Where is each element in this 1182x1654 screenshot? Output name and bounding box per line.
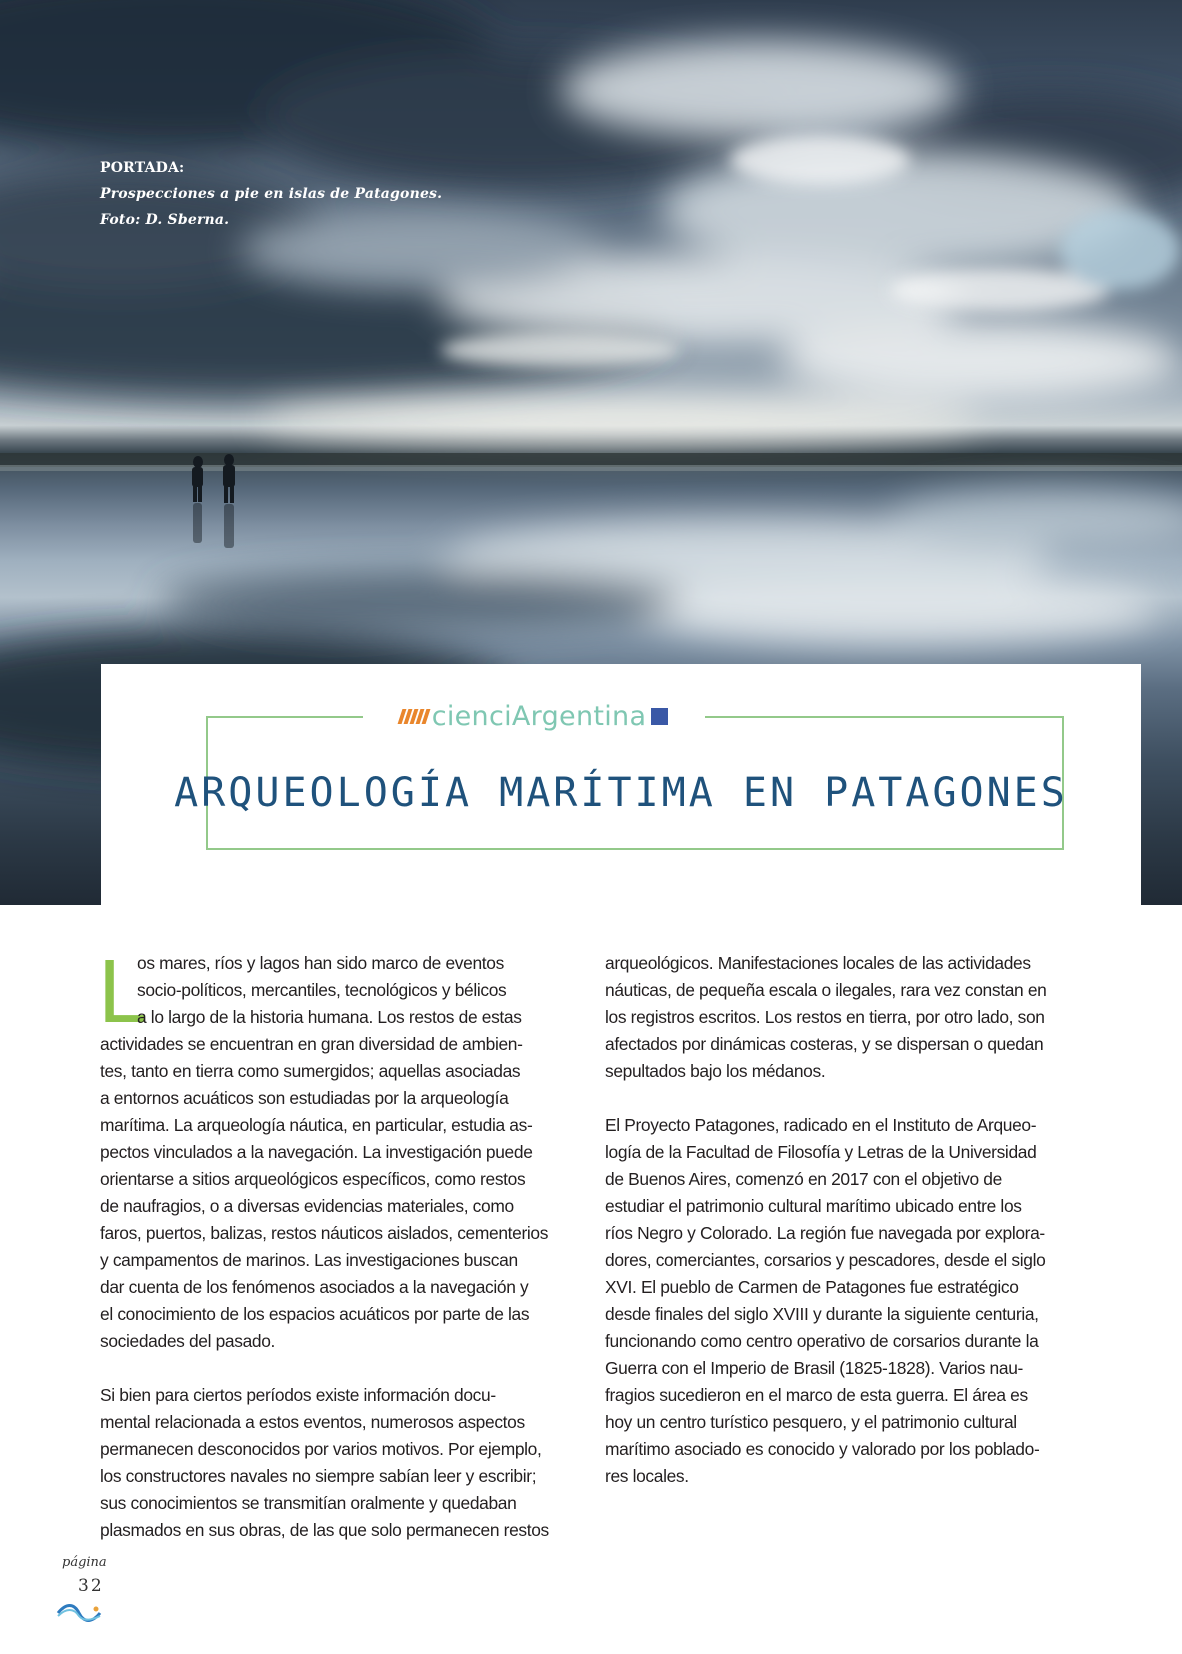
text-line: El Proyecto Patagones, radicado en el Instituto de Arqueo- [605,1115,1037,1135]
text-line: a lo largo de la historia humana. Los restos de estas [137,1007,522,1027]
page-number: 32 [78,1576,104,1596]
text-line: res locales. [605,1466,689,1486]
text-line: sus conocimientos se transmitían oralmente y quedaban [100,1493,517,1513]
text-line: marítimo asociado es conocido y valorado por los poblado- [605,1439,1040,1459]
section-brand [363,698,705,734]
text-line: orientarse a sitios arqueológicos específicos, como restos [100,1169,526,1189]
cover-caption [100,155,442,233]
text-line: marítima. La arqueología náutica, en particular, estudia as- [100,1115,533,1135]
text-line: el conocimiento de los espacios acuáticos por parte de las [100,1304,530,1324]
text-line: funcionando como centro operativo de corsarios durante la [605,1331,1039,1351]
page-label: página [62,1555,107,1570]
text-line: y campamentos de marinos. Las investigaciones buscan [100,1250,518,1270]
paragraph-gap [605,1085,1083,1112]
text-line: sociedades del pasado. [100,1331,276,1351]
left-column [100,950,578,1544]
caption-label: PORTADA: [100,160,185,176]
text-line: socio-políticos, mercantiles, tecnológicos y bélicos [137,980,507,1000]
text-line: os mares, ríos y lagos han sido marco de eventos [137,953,504,973]
article-title: ARQUEOLOGÍA MARÍTIMA EN PATAGONES [174,770,1068,816]
text-line: dores, comerciantes, corsarios y pescadores, desde el siglo [605,1250,1046,1270]
text-line: Si bien para ciertos períodos existe información docu- [100,1385,496,1405]
text-line: a entornos acuáticos son estudiadas por la arqueología [100,1088,509,1108]
text-line: arqueológicos. Manifestaciones locales de las actividades [605,953,1031,973]
text-line: plasmados en sus obras, de las que solo permanecen restos [100,1520,549,1540]
drop-cap: L [98,942,149,1042]
text-line: logía de la Facultad de Filosofía y Letras de la Universidad [605,1142,1037,1162]
text-line: de Buenos Aires, comenzó en 2017 con el objetivo de [605,1169,1002,1189]
caption-text: Prospecciones a pie en islas de Patagones. [100,186,443,202]
text-line: hoy un centro turístico pesquero, y el patrimonio cultural [605,1412,1017,1432]
square-icon [651,708,668,725]
stripes-icon [400,709,428,724]
text-line: Guerra con el Imperio de Brasil (1825-1828). Varios nau- [605,1358,1023,1378]
text-line: tes, tanto en tierra como sumergidos; aquellas asociadas [100,1061,521,1081]
text-line: actividades se encuentran en gran diversidad de ambien- [100,1034,523,1054]
text-line: fragios sucedieron en el marco de esta guerra. El área es [605,1385,1028,1405]
wave-logo-icon [56,1603,102,1623]
text-line: los registros escritos. Los restos en tierra, por otro lado, son [605,1007,1045,1027]
brand-name: cienciArgentina [431,700,647,732]
text-line: ríos Negro y Colorado. La región fue navegada por explora- [605,1223,1045,1243]
text-line: los constructores navales no siempre sabían leer y escribir; [100,1466,537,1486]
paragraph-gap [100,1355,578,1382]
text-line: mental relacionada a estos eventos, numerosos aspectos [100,1412,525,1432]
text-line: XVI. El pueblo de Carmen de Patagones fue estratégico [605,1277,1019,1297]
text-line: desde finales del siglo XVIII y durante la siguiente centuria, [605,1304,1039,1324]
right-column [605,950,1083,1490]
text-line: estudiar el patrimonio cultural marítimo ubicado entre los [605,1196,1022,1216]
text-line: permanecen desconocidos por varios motivos. Por ejemplo, [100,1439,542,1459]
text-line: dar cuenta de los fenómenos asociados a la navegación y [100,1277,529,1297]
title-card [101,664,1141,906]
caption-credit: Foto: D. Sberna. [100,212,230,228]
text-line: sepultados bajo los médanos. [605,1061,826,1081]
text-line: afectados por dinámicas costeras, y se dispersan o quedan [605,1034,1044,1054]
text-line: de naufragios, o a diversas evidencias materiales, como [100,1196,514,1216]
text-line: náuticas, de pequeña escala o ilegales, rara vez constan en [605,980,1047,1000]
text-line: pectos vinculados a la navegación. La investigación puede [100,1142,533,1162]
text-line: faros, puertos, balizas, restos náuticos aislados, cementerios [100,1223,549,1243]
